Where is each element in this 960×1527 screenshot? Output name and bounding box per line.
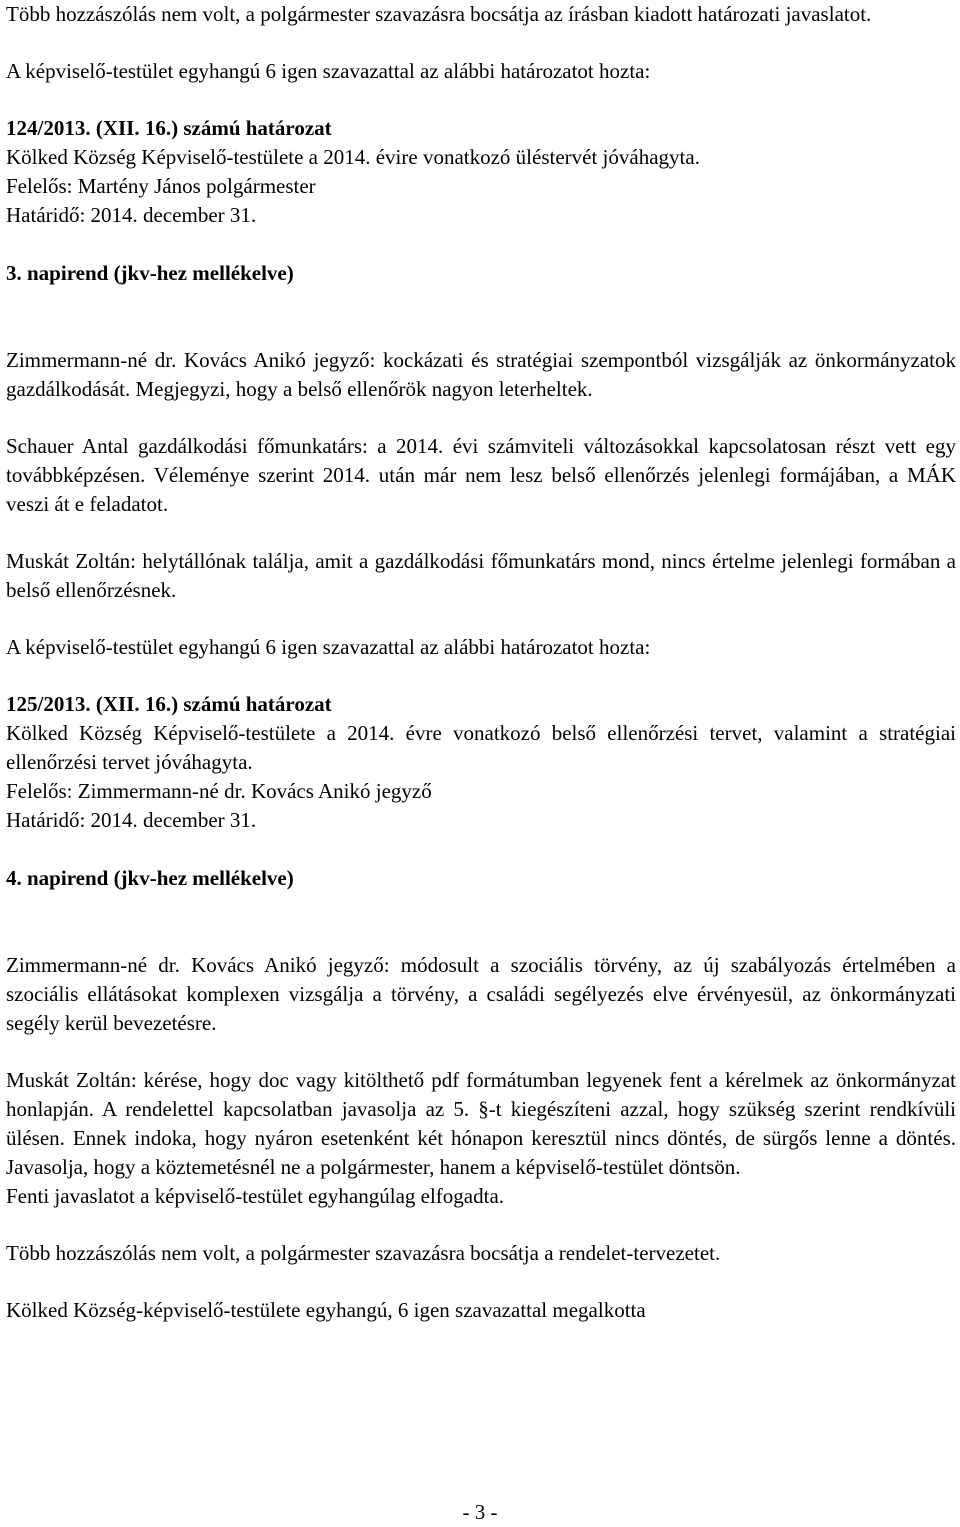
- paragraph-enacted: Kölked Község-képviselő-testülete egyhangú, 6 igen szavazattal megalkotta: [6, 1298, 646, 1322]
- paragraph-notary-social: Zimmermann-né dr. Kovács Anikó jegyző: módosult a szociális törvény, az új szabályozás értelmében a szociális ellátásokat komplexen vizsgálja a törvény, a családi segélyezés elve érvényesül, az önkormányzati segély kerül bevezetésre.: [6, 953, 956, 1035]
- paragraph-discussion-closed: Több hozzászólás nem volt, a polgármester szavazásra bocsátja az írásban kiadott határozati javaslatot.: [6, 2, 872, 26]
- page-number: - 3 -: [462, 1500, 498, 1524]
- resolution-title: 125/2013. (XII. 16.) számú határozat: [6, 692, 332, 716]
- resolution-title: 124/2013. (XII. 16.) számú határozat: [6, 116, 332, 140]
- paragraph-muskat-forms: Muskát Zoltán: kérése, hogy doc vagy kitölthető pdf formátumban legyenek fent a kérelmek az önkormányzat honlapján. A rendelettel kapcsolatban javasolja az 5. §-t kiegészíteni azzal, hogy szükség szerint rendkívüli ülésen. Ennek indoka, hogy nyáron esetenként két hónapon keresztül nincs döntés, de sürgős lenne a döntés. Javasolja, hogy a köztemetésnél ne a polgármester, hanem a képviselő-testület döntsön.: [6, 1068, 956, 1179]
- agenda-heading-3: 3. napirend (jkv-hez mellékelve): [6, 261, 294, 285]
- resolution-124: [6, 114, 956, 230]
- resolution-text: Kölked Község Képviselő-testülete a 2014. évire vonatkozó üléstervét jóváhagyta.: [6, 145, 700, 169]
- resolution-deadline: Határidő: 2014. december 31.: [6, 808, 257, 832]
- agenda-heading-4: 4. napirend (jkv-hez mellékelve): [6, 866, 294, 890]
- paragraph-notary-risk: Zimmermann-né dr. Kovács Anikó jegyző: kockázati és stratégiai szempontból vizsgálják az önkormányzatok gazdálkodását. Megjegyzi, hogy a belső ellenőrök nagyon leterheltek.: [6, 348, 956, 401]
- resolution-responsible: Felelős: Martény János polgármester: [6, 174, 316, 198]
- resolution-deadline: Határidő: 2014. december 31.: [6, 203, 257, 227]
- paragraph-muskat-audit: Muskát Zoltán: helytállónak találja, amit a gazdálkodási főmunkatárs mond, nincs értelme jelenlegi formában a belső ellenőrzésnek.: [6, 549, 956, 602]
- paragraph-schauer: Schauer Antal gazdálkodási főmunkatárs: a 2014. évi számviteli változásokkal kapcsolatosan részt vett egy továbbképzésen. Véleménye szerint 2014. után már nem lesz belső ellenőrzés jelenlegi formájában, a MÁK veszi át e feladatot.: [6, 434, 956, 516]
- document-page: [6, 0, 956, 1325]
- paragraph-draft-vote: Több hozzászólás nem volt, a polgármester szavazásra bocsátja a rendelet-tervezetet.: [6, 1241, 721, 1265]
- resolution-125: [6, 690, 956, 835]
- paragraph-proposal-accepted: Fenti javaslatot a képviselő-testület egyhangúlag elfogadta.: [6, 1184, 505, 1208]
- paragraph-vote-intro: A képviselő-testület egyhangú 6 igen szavazattal az alábbi határozatot hozta:: [6, 59, 651, 83]
- resolution-text: Kölked Község Képviselő-testülete a 2014. évre vonatkozó belső ellenőrzési tervet, valamint a stratégiai ellenőrzési tervet jóváhagyta.: [6, 721, 956, 774]
- resolution-responsible: Felelős: Zimmermann-né dr. Kovács Anikó jegyző: [6, 779, 432, 803]
- paragraph-vote-intro-2: A képviselő-testület egyhangú 6 igen szavazattal az alábbi határozatot hozta:: [6, 635, 651, 659]
